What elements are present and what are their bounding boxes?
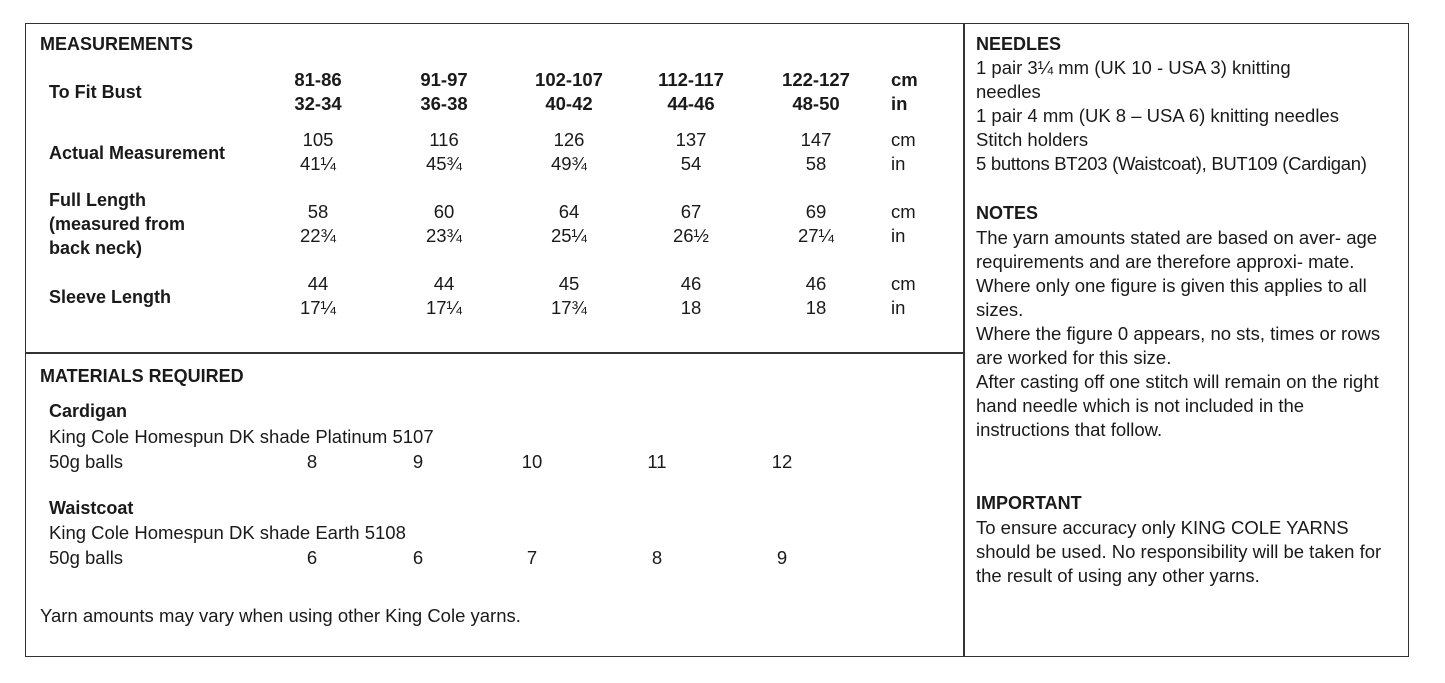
- value-in: 17¾: [550, 297, 587, 318]
- size-in: 40-42: [545, 93, 593, 114]
- to-fit-bust-label: To Fit Bust: [49, 82, 142, 102]
- size-cm: 102-107: [535, 69, 603, 90]
- size-cm: 91-97: [420, 69, 468, 90]
- unit-in: in: [891, 225, 906, 246]
- notes-paragraph: Where only one figure is given this applies to all sizes.: [976, 275, 1367, 320]
- notes-paragraph: After casting off one stitch will remain on the right hand needle which is not included in the instructions that follow.: [976, 371, 1379, 440]
- value-cm: 64: [558, 201, 580, 222]
- size-in: 36-38: [420, 93, 468, 114]
- ball-count: 6: [412, 547, 424, 568]
- needles-line: Stitch holders: [976, 129, 1089, 150]
- value-cm: 116: [429, 129, 459, 150]
- ball-count: 10: [521, 451, 543, 472]
- notes-paragraph: The yarn amounts stated are based on aver- age requirements and are therefore approxi- mate.: [976, 227, 1378, 272]
- value-cm: 58: [307, 201, 329, 222]
- value-cm: 105: [302, 129, 334, 150]
- column-divider: [963, 23, 965, 657]
- waistcoat-title: Waistcoat: [49, 498, 134, 518]
- cardigan-yarn: King Cole Homespun DK shade Platinum 5107: [49, 426, 434, 447]
- value-cm: 46: [805, 273, 827, 294]
- ball-count: 8: [306, 451, 318, 472]
- unit-in: in: [891, 93, 908, 114]
- value-in: 18: [680, 297, 702, 318]
- ball-count: 11: [647, 451, 667, 472]
- ball-count: 9: [412, 451, 424, 472]
- value-cm: 45: [558, 273, 580, 294]
- value-in: 45¾: [425, 153, 462, 174]
- value-in: 54: [680, 153, 702, 174]
- unit-cm: cm: [891, 129, 916, 150]
- notes-text: [976, 226, 1396, 442]
- value-cm: 60: [433, 201, 455, 222]
- value-in: 27¼: [797, 225, 834, 246]
- section-divider: [25, 352, 963, 354]
- ball-count: 8: [651, 547, 663, 568]
- value-in: 23¾: [425, 225, 462, 246]
- full-length-label: (measured from: [49, 214, 186, 234]
- needles-line: 5 buttons BT203 (Waistcoat), BUT109 (Cardigan): [976, 153, 1367, 174]
- full-length-label: Full Length: [49, 190, 146, 210]
- unit-cm: cm: [891, 273, 916, 294]
- ball-count: 12: [771, 451, 793, 472]
- value-in: 41¼: [299, 153, 336, 174]
- needles-line: 1 pair 3¼ mm (UK 10 - USA 3) knitting needles: [976, 57, 1291, 102]
- measurements-heading: MEASUREMENTS: [40, 34, 194, 54]
- value-in: 18: [805, 297, 827, 318]
- notes-heading: NOTES: [976, 203, 1039, 223]
- waistcoat-balls-label: 50g balls: [49, 547, 124, 568]
- important-heading: IMPORTANT: [976, 493, 1082, 513]
- waistcoat-yarn: King Cole Homespun DK shade Earth 5108: [49, 522, 406, 543]
- unit-in: in: [891, 297, 906, 318]
- value-cm: 46: [680, 273, 702, 294]
- value-in: 25¼: [550, 225, 587, 246]
- needles-list: [976, 56, 1401, 176]
- value-in: 17¼: [299, 297, 336, 318]
- size-in: 44-46: [667, 93, 715, 114]
- yarn-footnote: Yarn amounts may vary when using other King Cole yarns.: [40, 605, 521, 626]
- value-cm: 44: [307, 273, 329, 294]
- cardigan-title: Cardigan: [49, 401, 128, 421]
- size-cm: 112-117: [658, 69, 724, 90]
- unit-in: in: [891, 153, 906, 174]
- notes-paragraph: Where the figure 0 appears, no sts, times or rows are worked for this size.: [976, 323, 1381, 368]
- value-cm: 147: [800, 129, 832, 150]
- value-in: 22¾: [299, 225, 336, 246]
- size-cm: 81-86: [294, 69, 342, 90]
- value-in: 17¼: [425, 297, 462, 318]
- value-cm: 126: [553, 129, 585, 150]
- size-cm: 122-127: [782, 69, 850, 90]
- ball-count: 9: [776, 547, 788, 568]
- value-cm: 44: [433, 273, 455, 294]
- unit-cm: cm: [891, 201, 916, 222]
- unit-cm: cm: [891, 69, 918, 90]
- value-cm: 69: [805, 201, 827, 222]
- materials-heading: MATERIALS REQUIRED: [40, 366, 244, 386]
- size-in: 32-34: [294, 93, 342, 114]
- value-in: 58: [805, 153, 827, 174]
- value-in: 26½: [672, 225, 709, 246]
- ball-count: 6: [306, 547, 318, 568]
- value-in: 49¾: [550, 153, 587, 174]
- cardigan-balls-label: 50g balls: [49, 451, 124, 472]
- value-cm: 137: [675, 129, 707, 150]
- size-in: 48-50: [792, 93, 840, 114]
- needles-line: 1 pair 4 mm (UK 8 – USA 6) knitting needles: [976, 105, 1339, 126]
- actual-measurement-label: Actual Measurement: [49, 143, 226, 163]
- ball-count: 7: [526, 547, 538, 568]
- needles-heading: NEEDLES: [976, 34, 1062, 54]
- value-cm: 67: [680, 201, 702, 222]
- full-length-label: back neck): [49, 238, 143, 258]
- important-text: To ensure accuracy only KING COLE YARNS should be used. No responsibility will be taken for the result of using any other yarns.: [976, 517, 1382, 586]
- sleeve-length-label: Sleeve Length: [49, 287, 172, 307]
